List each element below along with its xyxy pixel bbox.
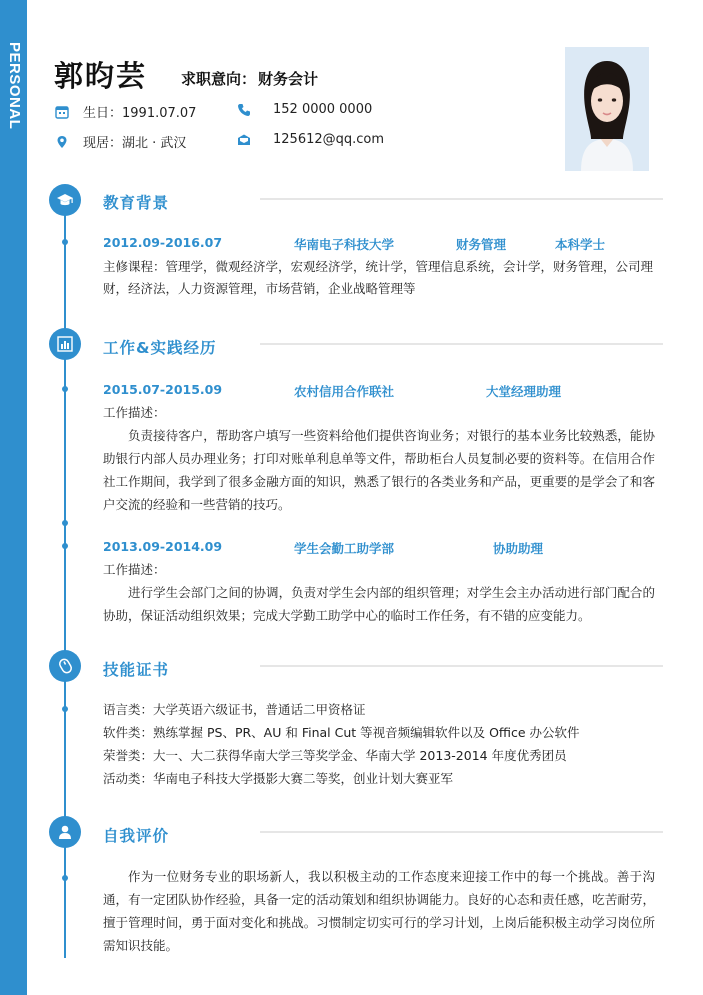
- job-desc: 进行学生会部门之间的协调，负责对学生会内部的组织管理；对学生会主办活动进行部门配合的协助，保证活动组织效果；完成大学勤工助学中心的临时工作任务，有不错的应变能力。: [103, 585, 655, 623]
- job-org: 农村信用合作联社: [294, 384, 395, 399]
- job-intent: [181, 68, 320, 89]
- education-divider: [260, 198, 663, 200]
- skills-divider: [260, 665, 663, 667]
- location-row: [55, 132, 186, 151]
- email-text: 125612@qq.com: [273, 132, 385, 147]
- education-courses-line2: 财，经济法，人力资源管理，市场营销，企业战略管理等: [103, 281, 416, 296]
- graduation-cap-icon: [49, 184, 81, 216]
- birth-text: 生日：1991.07.07: [83, 106, 197, 121]
- timeline-dot: [62, 520, 68, 526]
- calendar-icon: [55, 105, 69, 119]
- job-desc: 负责接待客户，帮助客户填写一些资料给他们提供咨询业务；对银行的基本业务比较熟悉，能协助银行内部人员办理业务；打印对账单利息单等文件，帮助柜台人员复制必要的资料等。在信用合作社工作期间，我学到了很多金融方面的知识，熟悉了银行的各类业务和产品，更重要的是学会了和客户交流的经验和一些营销的技巧。: [103, 428, 655, 512]
- phone-text: 152 0000 0000: [273, 102, 373, 117]
- phone-icon: [237, 103, 251, 117]
- education-period: 2012.09-2016.07: [103, 235, 223, 250]
- job-period: 2013.09-2014.09: [103, 539, 223, 554]
- email-row: [237, 132, 384, 147]
- candidate-name: 郭昀芸: [54, 59, 148, 93]
- self-eval-divider: [260, 831, 663, 833]
- location-text: 现居：湖北 · 武汉: [83, 136, 187, 151]
- education-school: 华南电子科技大学: [294, 237, 395, 252]
- phone-row: [237, 102, 372, 117]
- bar-chart-icon: [49, 328, 81, 360]
- skill-item: 语言类：大学英语六级证书，普通话二甲资格证: [103, 702, 366, 717]
- job-period: 2015.07-2015.09: [103, 382, 223, 397]
- self-eval-text: 作为一位财务专业的职场新人，我以积极主动的工作态度来迎接工作中的每一个挑战。善于沟通，有一定团队协作经验，具备一定的活动策划和组织协调能力。良好的心态和责任感，吃苦耐劳，擅于管理时间，勇于面对变化和挑战。习惯制定切实可行的学习计划，上岗后能积极主动学习岗位所需知识技能。: [103, 869, 655, 953]
- education-courses-line1: 主修课程：管理学，微观经济学，宏观经济学，统计学，管理信息系统，会计学，财务管理，公司理: [103, 259, 654, 274]
- education-major: 财务管理: [456, 237, 507, 252]
- timeline-dot: [62, 875, 68, 881]
- mouse-icon: [49, 650, 81, 682]
- self-eval-title: 自我评价: [103, 827, 170, 845]
- job-role: 大堂经理助理: [486, 384, 562, 399]
- skill-item: 荣誉类：大一、大二获得华南大学三等奖学金、华南大学 2013-2014 年度优秀团员: [103, 748, 567, 763]
- timeline-dot: [62, 706, 68, 712]
- experience-title: 工作&实践经历: [103, 339, 217, 357]
- skill-item: 活动类：华南电子科技大学摄影大赛二等奖，创业计划大赛亚军: [103, 771, 454, 786]
- birth-row: [55, 102, 196, 121]
- side-label: PERSONAL: [6, 42, 23, 130]
- job-role: 协助助理: [493, 541, 544, 556]
- experience-divider: [260, 343, 663, 345]
- job-intent-label: 求职意向：: [181, 70, 257, 88]
- timeline-dot: [62, 386, 68, 392]
- job-desc-label: 工作描述：: [103, 562, 166, 577]
- job-org: 学生会勤工助学部: [294, 541, 395, 556]
- education-title: 教育背景: [103, 194, 170, 212]
- person-icon: [49, 816, 81, 848]
- job-intent-value: 财务会计: [258, 70, 319, 88]
- timeline-dot: [62, 543, 68, 549]
- skill-item: 软件类：熟练掌握 PS、PR、AU 和 Final Cut 等视音频编辑软件以及 Office 办公软件: [103, 725, 580, 740]
- job-desc-label: 工作描述：: [103, 405, 166, 420]
- skills-title: 技能证书: [103, 661, 170, 679]
- education-degree: 本科学士: [555, 237, 606, 252]
- profile-photo: [565, 47, 649, 171]
- location-pin-icon: [55, 135, 69, 149]
- envelope-icon: [237, 133, 251, 147]
- timeline-dot: [62, 239, 68, 245]
